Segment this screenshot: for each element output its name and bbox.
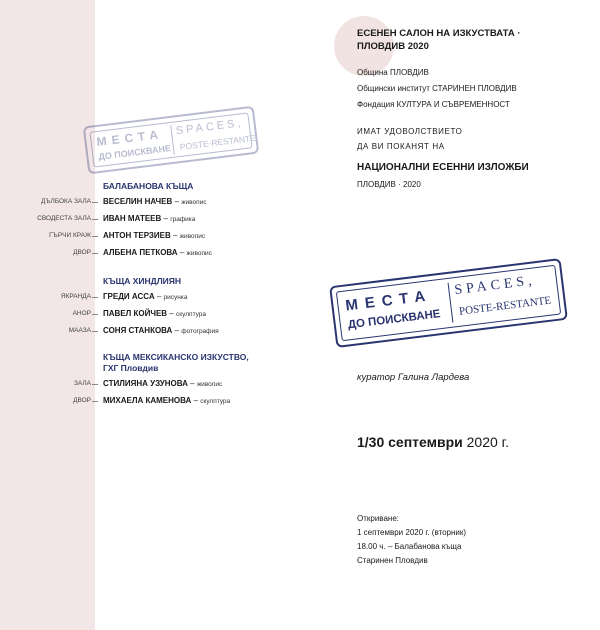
event-title: НАЦИОНАЛНИ ЕСЕННИ ИЗЛОЖБИ (357, 162, 529, 173)
stamp-word-do: ДО ПОИСКВАНЕ (347, 308, 442, 332)
artist-entry (103, 292, 187, 301)
artist-medium: скулптура (175, 311, 207, 318)
artist-entry (103, 248, 212, 257)
artist-separator: – (167, 309, 176, 318)
main-stamp (329, 258, 568, 348)
venue-heading: БАЛАБАНОВА КЪЩА (103, 181, 194, 191)
artist-name: АЛБЕНА ПЕТКОВА (103, 248, 178, 257)
invite-line1: ИМАТ УДОВОЛСТВИЕТО (357, 127, 463, 136)
artist-name: ГРЕДИ АССА (103, 292, 155, 301)
row-tick (92, 331, 98, 332)
artist-medium: живопис (196, 381, 223, 388)
room-label: ЗАЛА (73, 380, 91, 387)
opening-place: Старинен Пловдив (357, 556, 428, 565)
date-year: 2020 г. (466, 434, 509, 450)
opening-time: 18.00 ч. – Балабанова къща (357, 542, 462, 551)
room-label: АНОР (72, 310, 91, 317)
row-tick (92, 401, 98, 402)
artist-entry (103, 379, 222, 388)
row-tick (92, 314, 98, 315)
row-tick (92, 253, 98, 254)
organizer-1: Община ПЛОВДИВ (357, 68, 429, 77)
salon-title-line1: ЕСЕНЕН САЛОН НА ИЗКУСТВАТА · (357, 28, 521, 39)
venue-heading: КЪЩА ХИНДЛИЯН (103, 276, 182, 286)
artist-name: ВЕСЕЛИН НАЧЕВ (103, 197, 173, 206)
stamp-word-poste: POSTE-RESTANTE (458, 294, 552, 318)
artist-entry (103, 197, 207, 206)
artist-separator: – (161, 214, 171, 223)
stamp-word-spaces: SPACES, (453, 273, 537, 299)
room-label: ГЪРЧИ КРАЖ (49, 232, 91, 239)
salon-title-line2: ПЛОВДИВ 2020 (357, 41, 429, 52)
artist-separator: – (187, 379, 197, 388)
faded-stamp-word-spaces: SPACES, (175, 117, 245, 138)
artist-entry (103, 231, 205, 240)
artist-separator: – (172, 326, 182, 335)
artist-medium: фотография (181, 328, 219, 335)
room-label: СВОДЕСТА ЗАЛА (37, 215, 91, 222)
artist-medium: графика (170, 216, 196, 223)
artist-name: АНТОН ТЕРЗИЕВ (103, 231, 171, 240)
artist-medium: живопис (186, 250, 212, 257)
venue-heading: КЪЩА МЕКСИКАНСКО ИЗКУСТВО, (103, 352, 249, 362)
artist-separator: – (154, 292, 164, 301)
artist-separator: – (172, 197, 182, 206)
artist-name: СТИЛИЯНА УЗУНОВА (103, 379, 188, 388)
artist-medium: скулптура (200, 398, 231, 405)
artist-name: МИХАЕЛА КАМЕНОВА (103, 396, 192, 405)
artist-medium: живопис (179, 233, 206, 240)
artist-entry (103, 396, 230, 405)
row-tick (92, 202, 98, 203)
room-label: ЯКРАНДА (60, 293, 91, 300)
row-tick (92, 236, 98, 237)
artist-entry (103, 214, 195, 223)
artist-name: ПАВЕЛ КОЙЧЕВ (103, 309, 168, 318)
opening-date: 1 септември 2020 г. (вторник) (357, 528, 467, 537)
organizer-2: Общински институт СТАРИНЕН ПЛОВДИВ (357, 84, 517, 93)
invite-line2: ДА ВИ ПОКАНЯТ НА (357, 142, 445, 151)
artist-separator: – (191, 396, 201, 405)
faded-stamp-word-do: ДО ПОИСКВАНЕ (97, 143, 172, 162)
venue-heading-line2: ГХГ Пловдив (103, 363, 159, 373)
curator-line: куратор Галина Лардева (357, 372, 470, 383)
row-tick (92, 384, 98, 385)
room-label: ДЪЛБОКА ЗАЛА (41, 198, 91, 205)
date-range: 1/30 септември (357, 434, 463, 450)
stamp-word-mesta: МЕСТА (344, 287, 434, 315)
artist-name: СОНЯ СТАНКОВА (103, 326, 173, 335)
artist-entry (103, 326, 219, 335)
artist-name: ИВАН МАТЕЕВ (103, 214, 162, 223)
room-label: ДВОР (73, 249, 91, 256)
artist-medium: рисунка (163, 294, 188, 301)
row-tick (92, 297, 98, 298)
opening-label: Откриване: (357, 514, 400, 523)
organizer-3: Фондация КУЛТУРА И СЪВРЕМЕННОСТ (357, 100, 510, 109)
artist-separator: – (170, 231, 180, 240)
artist-entry (103, 309, 206, 318)
artist-medium: живопис (181, 199, 207, 206)
faded-stamp-word-poste: POSTE-RESTANTE (179, 132, 257, 152)
faded-stamp-word-mesta: МЕСТА (95, 127, 164, 150)
event-subtitle: ПЛОВДИВ · 2020 (357, 180, 421, 189)
row-tick (92, 219, 98, 220)
artist-separator: – (177, 248, 187, 257)
faded-stamp (83, 106, 260, 175)
room-label: МААЗА (68, 327, 91, 334)
exhibition-dates (357, 434, 509, 450)
room-label: ДВОР (73, 397, 91, 404)
